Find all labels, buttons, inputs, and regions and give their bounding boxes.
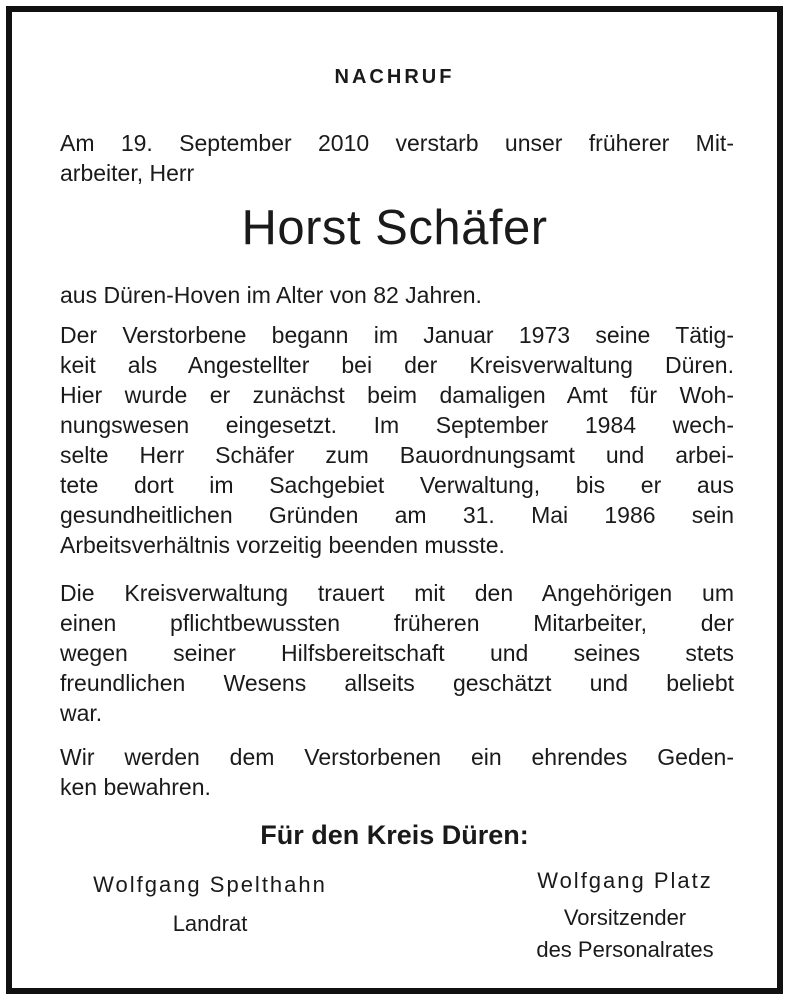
- origin-text: [60, 280, 734, 310]
- paragraph-line: gesundheitlichen Gründen am 31. Mai 1986 sein: [60, 502, 734, 528]
- memory-paragraph: [60, 742, 734, 802]
- paragraph-line: einen pflichtbewussten früheren Mitarbeiter, der: [60, 610, 734, 636]
- paragraph-line: ken bewahren.: [60, 774, 211, 800]
- signatory-title: des Personalrates: [536, 937, 714, 962]
- intro-line: arbeiter, Herr: [60, 160, 195, 186]
- origin-line: aus Düren-Hoven im Alter von 82 Jahren.: [60, 282, 482, 308]
- paragraph-line: tete dort im Sachgebiet Verwaltung, bis er aus: [60, 472, 734, 498]
- signatory-title: Vorsitzender: [563, 905, 687, 930]
- signatory-name: Wolfgang Platz: [537, 868, 713, 893]
- paragraph-line: war.: [60, 700, 103, 726]
- closing-line: Für den Kreis Düren:: [260, 820, 529, 850]
- paragraph-line: nungswesen eingesetzt. Im September 1984 wech-: [60, 412, 734, 438]
- signatory-right: [490, 866, 760, 966]
- paragraph-line: keit als Angestellter bei der Kreisverwaltung Düren.: [60, 352, 734, 378]
- intro-text: [60, 128, 734, 188]
- paragraph-line: Der Verstorbene begann im Januar 1973 seine Tätig-: [60, 322, 734, 348]
- obituary-notice: [6, 6, 783, 994]
- notice-heading: NACHRUF: [334, 66, 455, 88]
- paragraph-line: selte Herr Schäfer zum Bauordnungsamt und arbei-: [60, 442, 734, 468]
- paragraph-line: wegen seiner Hilfsbereitschaft und seines stets: [60, 640, 734, 666]
- signatory-left: [50, 870, 370, 940]
- signatory-title: Landrat: [172, 911, 248, 936]
- paragraph-line: Hier wurde er zunächst beim damaligen Amt für Woh-: [60, 382, 734, 408]
- paragraph-line: Arbeitsverhältnis vorzeitig beenden musste.: [60, 532, 505, 558]
- mourning-paragraph: [60, 578, 734, 728]
- paragraph-line: freundlichen Wesens allseits geschätzt und beliebt: [60, 670, 734, 696]
- career-paragraph: [60, 320, 734, 560]
- signatory-name: Wolfgang Spelthahn: [93, 872, 327, 897]
- paragraph-line: Die Kreisverwaltung trauert mit den Angehörigen um: [60, 580, 734, 606]
- intro-line: Am 19. September 2010 verstarb unser früherer Mit-: [60, 130, 734, 156]
- deceased-name: Horst Schäfer: [241, 201, 548, 255]
- paragraph-line: Wir werden dem Verstorbenen ein ehrendes Geden-: [60, 744, 734, 770]
